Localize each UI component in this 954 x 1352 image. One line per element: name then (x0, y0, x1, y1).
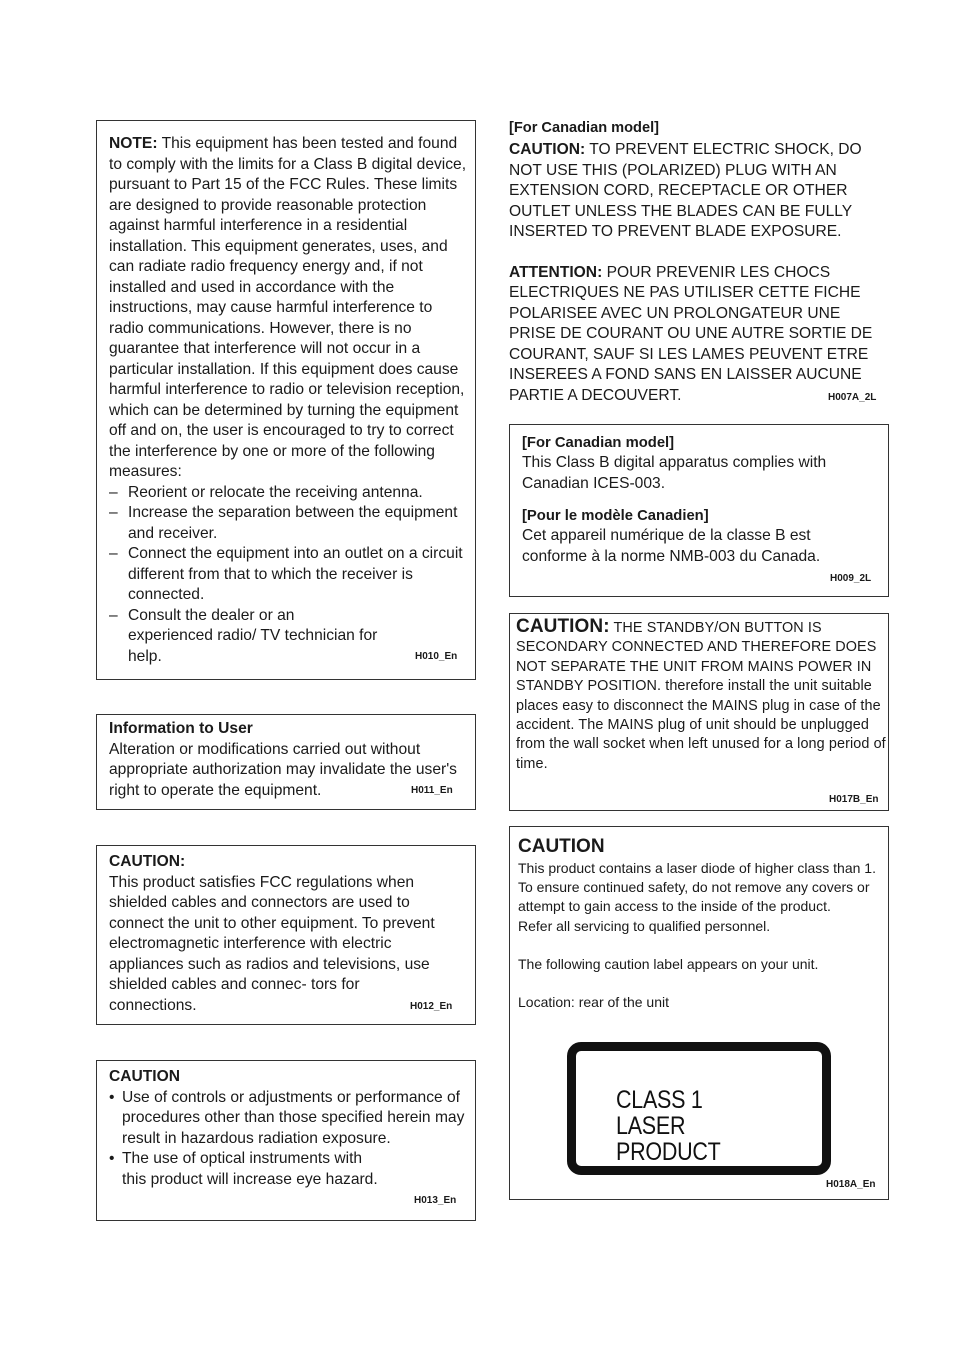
radiation-caution-heading: CAUTION (109, 1068, 181, 1085)
canadian-ices-en-heading: [For Canadian model] (522, 435, 675, 451)
measure-item: – Consult the dealer or an experienced radio/ TV technician for help. (109, 606, 467, 668)
canadian-ices-content (522, 433, 878, 567)
info-user-body: Alteration or modifications carried out without appropriate authorization may invalidate the user's right to operate the equipment. (109, 740, 457, 799)
radiation-caution-code: H013_En (414, 1195, 457, 1206)
canadian-ices-code: H009_2L (830, 573, 872, 584)
fcc-caution-code: H012_En (410, 1001, 453, 1012)
standby-caution-content (516, 617, 886, 774)
info-user-heading: Information to User (109, 720, 253, 737)
canadian-ices-fr-heading: [Pour le modèle Canadien] (522, 508, 709, 524)
laser-caution-content (518, 835, 880, 1012)
canadian-plug-model-heading: [For Canadian model] (509, 120, 659, 136)
radiation-caution-item: • Use of controls or adjustments or performance of procedures other than those specified herein may result in hazardous radiation exposure. (109, 1088, 465, 1150)
canadian-plug-caution (509, 140, 881, 243)
laser-caution-servicing: Refer all servicing to qualified personnel. (518, 917, 771, 934)
standby-caution-box (509, 613, 889, 811)
fcc-caution-heading: CAUTION: (109, 853, 186, 870)
fcc-note-code: H010_En (415, 651, 458, 662)
fcc-note-heading: NOTE: (109, 135, 158, 152)
fcc-note-content (109, 134, 467, 667)
canadian-plug-attention-label: ATTENTION: (509, 263, 603, 281)
canadian-plug-caution-body: TO PREVENT ELECTRIC SHOCK, DO NOT USE THIS (POLARIZED) PLUG WITH AN EXTENSION CORD, RECEPTACLE OR OTHER OUTLET UNLESS THE BLADES CAN BE FULLY INSERTED TO PREVENT BLADE EXPOSURE. (509, 141, 862, 240)
standby-caution-code: H017B_En (829, 794, 879, 805)
standby-caution-heading: CAUTION: (516, 616, 610, 637)
label-line-1: CLASS 1 (616, 1086, 703, 1114)
measure-item: – Reorient or relocate the receiving antenna. (109, 483, 467, 504)
label-line-2: LASER PRODUCT (616, 1112, 721, 1166)
canadian-ices-fr-body: Cet appareil numérique de la classe B est conforme à la norme NMB-003 du Canada. (522, 527, 821, 565)
canadian-plug-attention-body: POUR PREVENIR LES CHOCS ELECTRIQUES NE PAS UTILISER CETTE FICHE POLARISEE AVEC UN PROLONGATEUR UNE PRISE DE COURANT OU UNE AUTRE SORTIE DE COURANT, SAUF SI LES LAMES PEUVENT ETRE INSEREES A FOND SANS EN LAISSER AUCUNE PARTIE A DECOUVERT. (509, 263, 873, 404)
class1-laser-label (567, 1042, 831, 1175)
canadian-plug-code: H007A_2L (828, 392, 877, 403)
info-user-box (96, 714, 476, 810)
laser-caution-label-note: The following caution label appears on your unit. (518, 955, 819, 972)
info-user-code: H011_En (411, 785, 453, 796)
fcc-note-box (96, 120, 476, 680)
radiation-caution-list (109, 1088, 465, 1191)
radiation-caution-content (109, 1067, 465, 1190)
measure-item: – Increase the separation between the equipment and receiver. (109, 503, 467, 544)
canadian-ices-en-body: This Class B digital apparatus complies with Canadian ICES-003. (522, 454, 827, 492)
class1-laser-label-text (616, 1087, 793, 1165)
standby-caution-body: therefore install the unit suitable places easy to disconnect the MAINS plug in case of the accident. The MAINS plug of unit should be unplugged from the wall socket when left unused for a long period of time. (516, 678, 886, 772)
laser-caution-body: This product contains a laser diode of higher class than 1. To ensure continued safety, do not remove any covers or attempt to gain access to the inside of the product. (518, 860, 876, 915)
canadian-ices-box (509, 424, 889, 597)
fcc-measures-list (109, 483, 467, 668)
fcc-caution-content (109, 852, 461, 1016)
radiation-caution-item: • The use of optical instruments with this product will increase eye hazard. (109, 1149, 465, 1190)
fcc-caution-box (96, 845, 476, 1025)
fcc-note-body: This equipment has been tested and found to comply with the limits for a Class B digital device, pursuant to Part 15 of the FCC Rules. These limits are designed to provide reasonable protection against harmful interference in a residential installation. This equipment generates, uses, and can radiate radio frequency energy and, if not installed and used in accordance with the instructions, may cause harmful interference to radio communications. However, there is no guarantee that interference will not occur in a particular installation. If this equipment does cause harmful interference to radio or television reception, which can be determined by turning the equipment off and on, the user is encouraged to try to correct the interference by one or more of the following measures: (109, 135, 467, 480)
laser-caution-location: Location: rear of the unit (518, 994, 669, 1011)
standby-caution-body-caps: THE STANDBY/ON BUTTON IS SECONDARY CONNECTED AND THEREFORE DOES NOT SEPARATE THE UNIT FROM MAINS POWER IN STANDBY POSITION. (516, 620, 877, 695)
canadian-plug-attention (509, 263, 881, 407)
fcc-caution-body: This product satisfies FCC regulations when shielded cables and connectors are used to connect the unit to other equipment. To prevent electromagnetic interference with electric appliances such as radios and televisions, use shielded cables and connec- tors for connections. (109, 873, 435, 1014)
measure-item: – Connect the equipment into an outlet on a circuit different from that to which the receiver is connected. (109, 544, 467, 606)
radiation-caution-box (96, 1060, 476, 1221)
laser-caution-code: H018A_En (826, 1179, 876, 1190)
laser-caution-heading: CAUTION (518, 836, 605, 857)
canadian-plug-section (509, 118, 889, 406)
canadian-plug-caution-label: CAUTION: (509, 141, 586, 158)
